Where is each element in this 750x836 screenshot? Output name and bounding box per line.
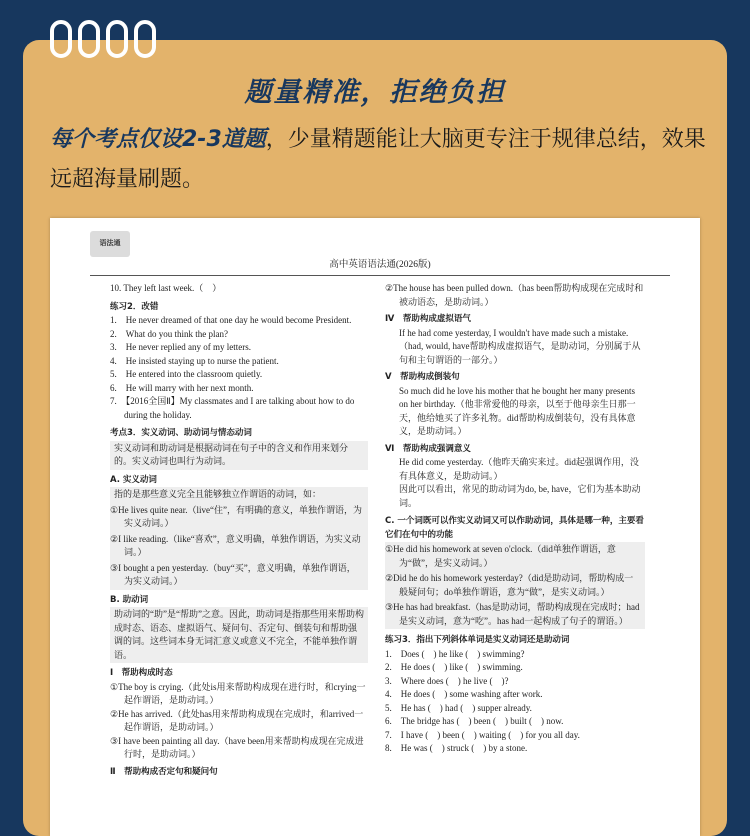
page-line: 因此可以看出，常见的助动词为do, be, have，它们为基本助动词。 [399,484,641,508]
page-line: 5. He has ( ) had ( ) supper already. [385,702,532,713]
page-line: If he had come yesterday, I wouldn't have made such a mistake.（had, would, have帮助构成虚拟语气，是助动词，分别属于从句和主句谓语的一部分。） [399,327,641,365]
page-line: ②Did he do his homework yesterday?（did是助动词，帮助构成一般疑问句；do单独作谓语，意为“做”，是实义动词。） [385,571,645,600]
page-line: Ⅰ 帮助构成时态 [110,668,173,678]
page-line: 7. 【2016全国Ⅱ】My classmates and I are talking about how to do during the holiday. [110,396,355,420]
page-line: Ⅳ 帮助构成虚拟语气 [385,314,471,324]
binder-ring [106,20,128,58]
page-line: Ⅱ 帮助构成否定句和疑问句 [110,766,218,777]
page-line: 指的是那些意义完全且能够独立作谓语的动词，如： [110,487,368,503]
page-line: ①The boy is crying.（此处is用来帮助构成现在进行时，和crying一起作谓语，是助动词。） [110,681,366,705]
left-column [110,282,368,779]
page-line: 6. He will marry with her next month. [110,382,254,393]
headline: 题量精准，拒绝负担 [244,77,506,108]
page-line: ③I have been painting all day.（have been用来帮助构成现在完成进行时，是助动词。） [110,735,364,759]
intro-emphasis: 每个考点仅设2-3道题 [50,127,266,152]
page-line: 4. He does ( ) some washing after work. [385,689,543,699]
page-line: 练习2．改错 [110,301,159,312]
page-line: ②The house has been pulled down.（has been帮助构成现在完成时和被动语态，是助动词。） [385,283,644,307]
page-line: Ⅴ 帮助构成倒装句 [385,372,460,382]
page-line: 3. Where does ( ) he live ( )? [385,675,509,686]
page-line: ②I like reading.（like“喜欢”，意义明确，单独作谓语，为实义动词。） [110,532,368,561]
intro-text [50,120,710,200]
page-line: So much did he love his mother that he bought her many presents on her birthday.（他非常爱他的母亲，以至于他母亲生日那一天，他给她买了许多礼物。did帮助构成倒装句，没有具体意义，是助动词。） [399,385,636,436]
page-line: C. 一个词既可以作实义动词又可以作助动词，具体是哪一种，主要看它们在句中的功能 [385,516,644,540]
intro-rest: ，少量精题能让大脑更专注于规律总结，效果远超海量刷题。 [50,127,706,192]
page-line: 考点3．实义动词、助动词与情态动词 [110,428,252,438]
right-column [385,282,645,756]
page-line: Ⅵ 帮助构成强调意义 [385,443,471,454]
page-line: 2. What do you think the plan? [110,328,228,339]
page-line: ①He did his homework at seven o'clock.（did单独作谓语，意为“做”，是实义动词。） [385,542,645,571]
page-line: 练习3．指出下列斜体单词是实义动词还是助动词 [385,635,570,645]
page-line: ①He lives quite near.（live“住”，有明确的意义，单独作谓语，为实义动词。） [110,503,368,532]
page-line: 7. I have ( ) been ( ) waiting ( ) for you all day. [385,729,580,740]
book-page [50,218,700,836]
page-line: ③He has had breakfast.（has是助动词，帮助构成现在完成时；had是实义动词，意为“吃”。has had一起构成了句子的谓语。） [385,600,645,629]
binder-ring [50,20,72,58]
page-line: 1. Does ( ) he like ( ) swimming? [385,648,525,659]
page-line: 3. He never replied any of my letters. [110,342,251,352]
binder-rings [50,20,156,58]
page-line: ③I bought a pen yesterday.（buy“买”，意义明确，单独作谓语，为实义动词。） [110,561,368,590]
page-line: 6. The bridge has ( ) been ( ) built ( ) now. [385,716,564,726]
page-line: ②He has arrived.（此处has用来帮助构成现在完成时，和arrived一起作谓语，是助动词。） [110,708,364,732]
page-line: 助动词的“助”是“帮助”之意。因此，助动词是指那些用来帮助构成时态、语态、虚拟语气、疑问句、否定句、倒装句和帮助强调的词。这些词本身无词汇意义或意义不完全，不能单独作谓语。 [110,607,368,663]
page-line: 5. He entered into the classroom quietly. [110,369,263,379]
book-logo: 语法通 [90,231,130,257]
page-line: 8. He was ( ) struck ( ) by a stone. [385,743,528,753]
page-line: He did come yesterday.（他昨天确实来过。did起强调作用，没有具体意义，是助动词。） [399,457,639,481]
page-line: 实义动词和助动词是根据动词在句子中的含义和作用来划分的。实义动词也叫行为动词。 [110,441,368,470]
page-line: B. 助动词 [110,594,149,605]
book-title: 高中英语语法通(2026版) [90,259,670,276]
page-line: 10. They left last week.（ ） [110,283,222,293]
page-line: 4. He insisted staying up to nurse the patient. [110,355,279,366]
page-line: 2. He does ( ) like ( ) swimming. [385,662,523,672]
page-line: 1. He never dreamed of that one day he would become President. [110,315,352,325]
binder-ring [134,20,156,58]
binder-ring [78,20,100,58]
page-line: A. 实义动词 [110,474,157,485]
